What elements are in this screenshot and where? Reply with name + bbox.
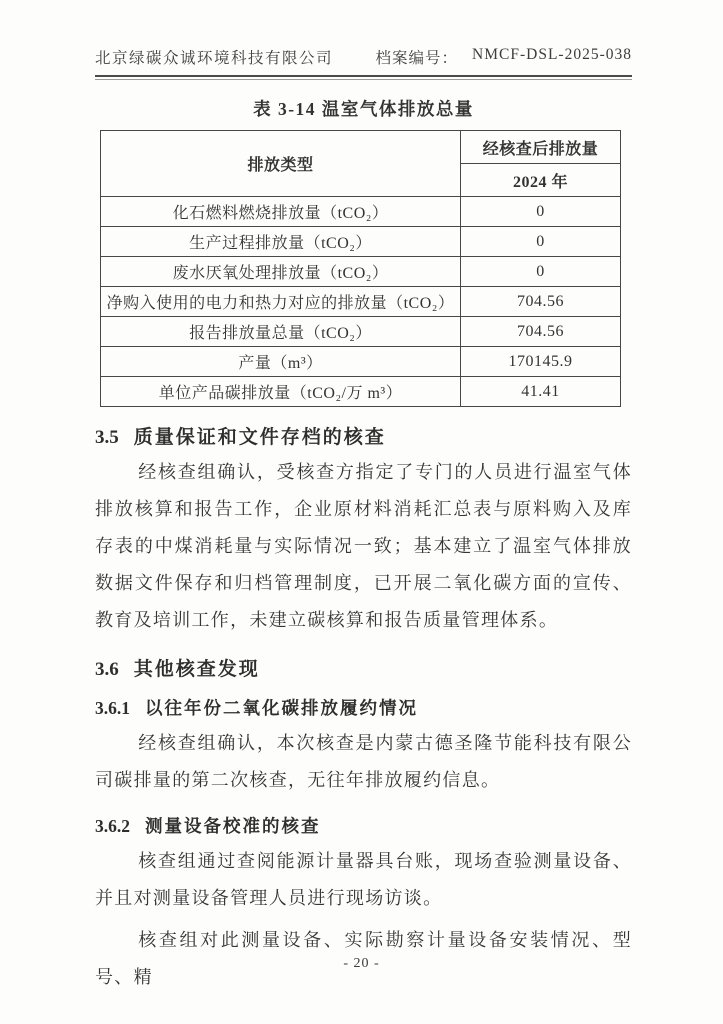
row-value: 170145.9 bbox=[461, 347, 621, 377]
row-label: 报告排放量总量（tCO₂） bbox=[101, 317, 461, 347]
row-value: 704.56 bbox=[461, 317, 621, 347]
section-heading-3-6 bbox=[95, 654, 632, 681]
section-number: 3.6 bbox=[95, 659, 119, 680]
column-header-year: 2024 年 bbox=[461, 164, 621, 197]
table-row bbox=[101, 287, 621, 317]
row-label: 化石燃料燃烧排放量（tCO₂） bbox=[101, 197, 461, 227]
section-heading-3-6-1 bbox=[95, 695, 632, 720]
section-number: 3.6.1 bbox=[95, 698, 130, 718]
row-label: 净购入使用的电力和热力对应的排放量（tCO₂） bbox=[101, 287, 461, 317]
row-label: 生产过程排放量（tCO₂） bbox=[101, 227, 461, 257]
table-row bbox=[101, 257, 621, 287]
table-row bbox=[101, 347, 621, 377]
section-number: 3.5 bbox=[95, 427, 119, 448]
table-row bbox=[101, 377, 621, 407]
row-value: 0 bbox=[461, 227, 621, 257]
row-value: 0 bbox=[461, 257, 621, 287]
section-heading-3-5 bbox=[95, 422, 632, 449]
paragraph-3-6-2-a: 核查组通过查阅能源计量器具台账，现场查验测量设备、并且对测量设备管理人员进行现场访谈。 bbox=[95, 851, 632, 908]
row-value: 704.56 bbox=[461, 287, 621, 317]
table-title: 表 3-14 温室气体排放总量 bbox=[253, 99, 474, 119]
table-header-row-1 bbox=[101, 131, 621, 164]
archive-number: NMCF-DSL-2025-038 bbox=[472, 46, 632, 63]
page-content bbox=[95, 46, 632, 996]
section-title: 测量设备校准的核查 bbox=[145, 816, 321, 836]
page-number: - 20 - bbox=[343, 956, 380, 971]
paragraph-3-6-2-b: 核查组对此测量设备、实际勘察计量设备安装情况、型号、精 bbox=[95, 930, 632, 987]
emissions-table bbox=[100, 130, 621, 407]
row-value: 41.41 bbox=[461, 377, 621, 407]
row-value: 0 bbox=[461, 197, 621, 227]
row-label: 废水厌氧处理排放量（tCO₂） bbox=[101, 257, 461, 287]
section-number: 3.6.2 bbox=[95, 816, 130, 836]
row-label: 单位产品碳排放量（tCO₂/万 m³） bbox=[101, 377, 461, 407]
header-divider bbox=[95, 75, 632, 80]
document-header bbox=[95, 46, 632, 75]
table-row bbox=[101, 197, 621, 227]
section-title: 质量保证和文件存档的核查 bbox=[133, 427, 386, 448]
section-title: 以往年份二氧化碳排放履约情况 bbox=[145, 698, 418, 718]
table-row bbox=[101, 317, 621, 347]
paragraph-3-5: 经核查组确认，受核查方指定了专门的人员进行温室气体排放核算和报告工作，企业原材料消耗汇总表与原料购入及库存表的中煤消耗量与实际情况一致；基本建立了温室气体排放数据文件保存和归档管理制度，已开展二氧化碳方面的宣传、教育及培训工作，未建立碳核算和报告质量管理体系。 bbox=[95, 462, 632, 630]
paragraph-3-6-1: 经核查组确认，本次核查是内蒙古德圣隆节能科技有限公司碳排量的第二次核查，无往年排放履约信息。 bbox=[95, 733, 632, 790]
section-heading-3-6-2 bbox=[95, 813, 632, 838]
column-header-type: 排放类型 bbox=[101, 131, 461, 197]
archive-label: 档案编号： bbox=[375, 50, 459, 67]
archive-info bbox=[376, 46, 632, 68]
row-label: 产量（m³） bbox=[101, 347, 461, 377]
section-title: 其他核查发现 bbox=[133, 659, 260, 680]
column-header-verified-emissions: 经核查后排放量 bbox=[461, 131, 621, 164]
table-row bbox=[101, 227, 621, 257]
company-name: 北京绿碳众诚环境科技有限公司 bbox=[95, 50, 334, 67]
